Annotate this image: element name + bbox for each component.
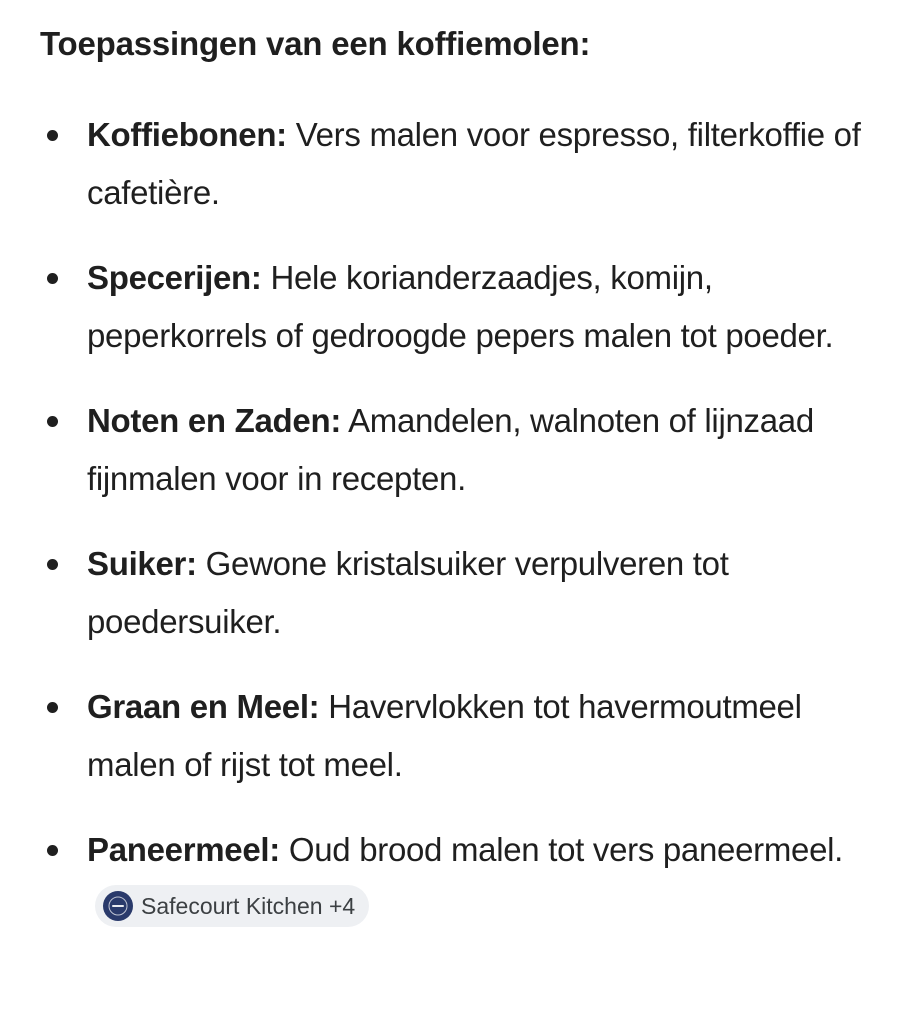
list-item [40, 392, 876, 508]
bullet-icon [47, 702, 58, 713]
item-description: Hele korianderzaadjes, komijn, peperkorrels of gedroogde pepers malen tot poeder. [87, 259, 834, 354]
site-logo-icon [103, 891, 133, 921]
list-item [40, 535, 876, 651]
list-item [40, 821, 876, 937]
list-item [40, 678, 876, 794]
item-term: Noten en Zaden: [87, 402, 342, 439]
item-term: Suiker: [87, 545, 197, 582]
item-term: Paneermeel: [87, 831, 280, 868]
item-term: Graan en Meel: [87, 688, 320, 725]
uses-list [40, 106, 876, 937]
section-heading: Toepassingen van een koffiemolen: [40, 25, 591, 62]
bullet-icon [47, 273, 58, 284]
source-chip-label: Safecourt Kitchen +4 [141, 893, 356, 920]
bullet-icon [47, 559, 58, 570]
bullet-icon [47, 130, 58, 141]
source-chip[interactable] [95, 885, 369, 927]
item-term: Koffiebonen: [87, 116, 287, 153]
item-description: Oud brood malen tot vers paneermeel. [279, 831, 844, 868]
item-term: Specerijen: [87, 259, 262, 296]
item-description: Havervlokken tot havermoutmeel malen of rijst tot meel. [87, 688, 802, 783]
item-description: Vers malen voor espresso, filterkoffie of cafetière. [87, 116, 861, 211]
item-description: Gewone kristalsuiker verpulveren tot poedersuiker. [87, 545, 729, 640]
list-item [40, 106, 876, 222]
bullet-icon [47, 416, 58, 427]
list-item [40, 249, 876, 365]
item-description: Amandelen, walnoten of lijnzaad fijnmalen voor in recepten. [87, 402, 814, 497]
bullet-icon [47, 845, 58, 856]
